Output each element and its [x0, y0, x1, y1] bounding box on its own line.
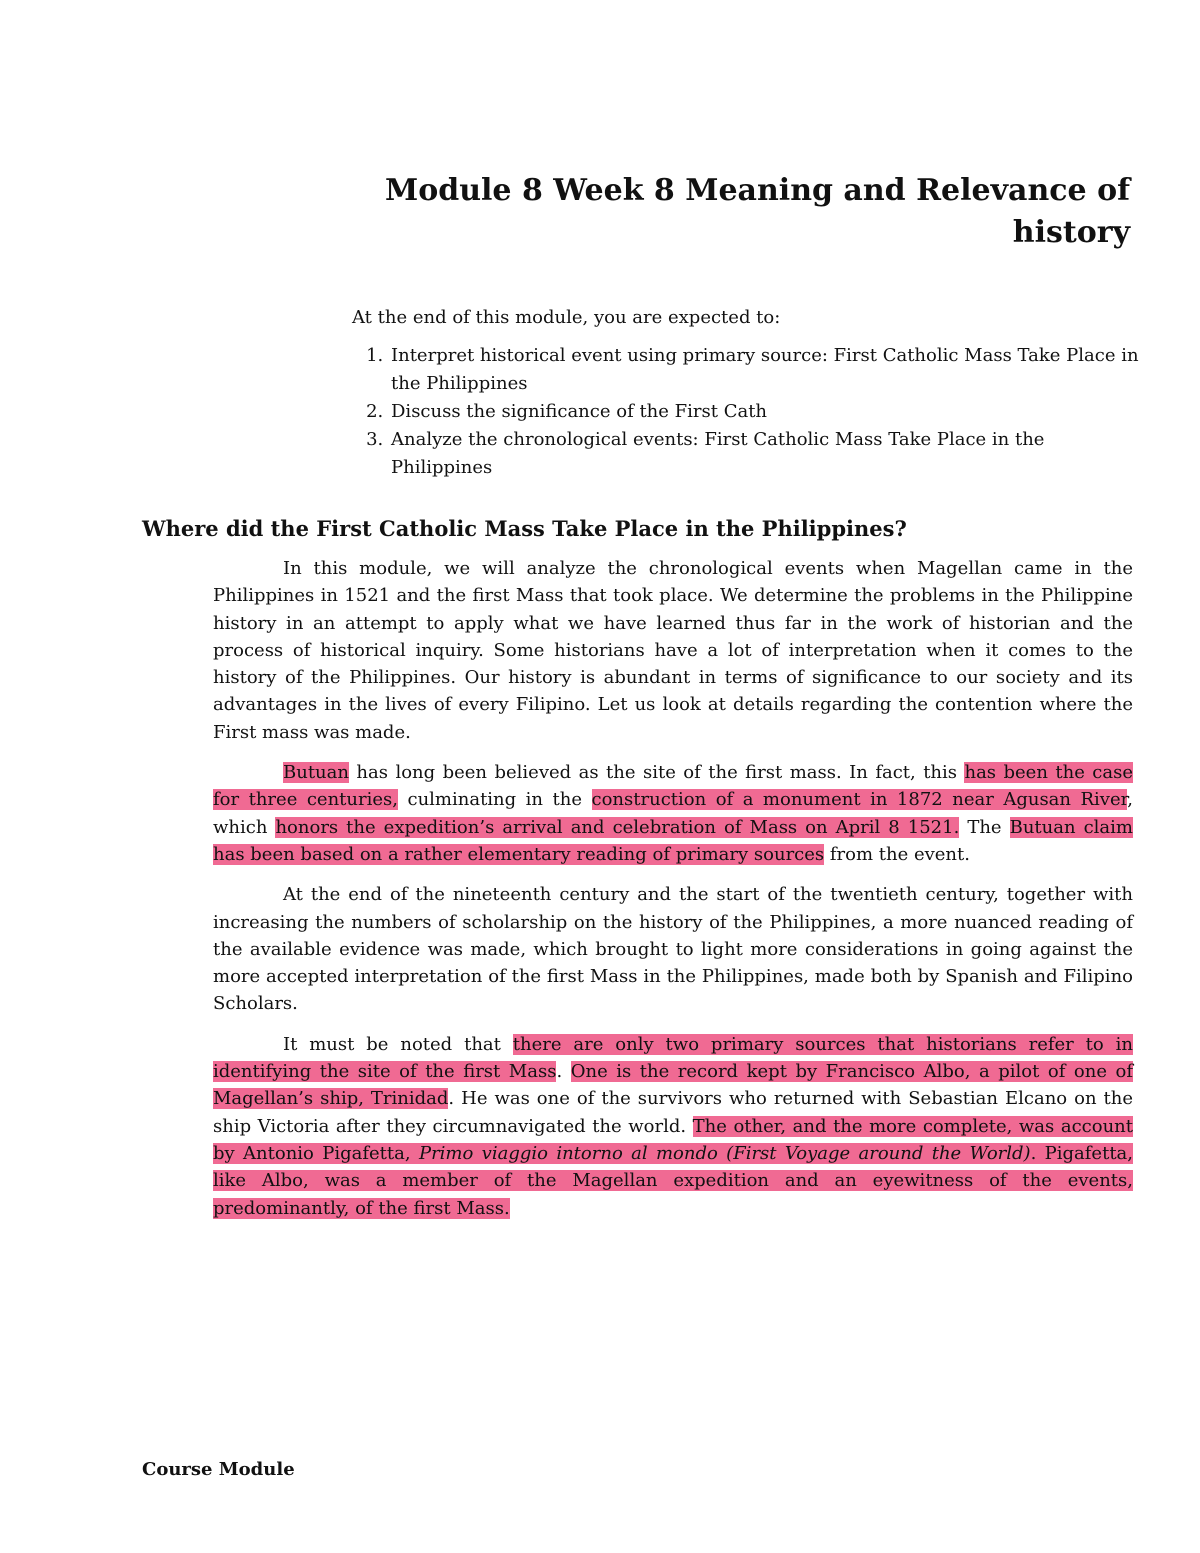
- text-span: The: [959, 816, 1010, 838]
- objective-item: 2. Discuss the significance of the First Cath: [389, 398, 1142, 426]
- learning-objectives: [352, 304, 1142, 482]
- highlight-span: Butuan claim has been based on a rather elementary reading of primary sources: [213, 816, 1133, 865]
- page-footer: Course Module: [142, 1459, 295, 1480]
- highlight-span: One is the record kept by Francisco Albo, a pilot of one of Magellan’s ship, Trinidad: [213, 1061, 1134, 1110]
- objective-item: 1. Interpret historical event using primary source: First Catholic Mass Take Place in the Philippines: [389, 342, 1142, 398]
- highlight-span: has been the case for three centuries,: [213, 762, 1134, 811]
- text-span: has long been believed as the site of the first mass. In fact, this: [348, 762, 965, 784]
- text-span: It must be noted that: [283, 1033, 513, 1055]
- paragraph-intro: In this module, we will analyze the chronological events when Magellan came in the Philippines in 1521 and the first Mass that took place. We determine the problems in the Philippine history in an attempt to apply what we have learned thus far in the work of historian and the process of historical inquiry. Some historians have a lot of interpretation when it comes to the history of the Philippines. Our history is abundant in terms of significance to our society and its advantages in the lives of every Filipino. Let us look at details regarding the contention where the First mass was made.: [213, 558, 1133, 743]
- highlight-span: honors the expedition’s arrival and celebration of Mass on April 8 1521.: [275, 816, 960, 838]
- text-span: from the event.: [824, 843, 970, 865]
- text-span: culminating in the: [397, 789, 592, 811]
- objective-item: 3. Analyze the chronological events: First Catholic Mass Take Place in the Philippines: [389, 426, 1142, 482]
- paragraph-butuan: [213, 759, 1133, 868]
- section-heading: Where did the First Catholic Mass Take Place in the Philippines?: [142, 516, 907, 541]
- text-span: . He was one of the survivors who returned with Sebastian Elcano on the ship Victoria after they circumnavigated the world.: [213, 1088, 1133, 1137]
- module-title: Module 8 Week 8 Meaning and Relevance of history: [385, 173, 1130, 250]
- text-span: , which: [213, 789, 1133, 838]
- body-text: [213, 555, 1133, 1235]
- paragraph-scholarship: At the end of the nineteenth century and the start of the twentieth century, together with increasing the numbers of scholarship on the history of the Philippines, a more nuanced reading of the available evidence was made, which brought to light more considerations in going against the more accepted interpretation of the first Mass in the Philippines, made both by Spanish and Filipino Scholars.: [213, 884, 1133, 1015]
- paragraph-primary-sources: [213, 1031, 1133, 1222]
- highlight-span: there are only two primary sources that historians refer to in identifying the site of the first Mass: [213, 1033, 1133, 1083]
- highlight-italic-title: Primo viaggio intorno al mondo (First Voyage around the World): [418, 1142, 1031, 1164]
- objectives-intro: At the end of this module, you are expected to:: [352, 307, 781, 328]
- highlight-span: . Pigafetta, like Albo, was a member of the Magellan expedition and an eyewitness of the events, predominantly, of the first Mass.: [213, 1142, 1134, 1219]
- text-span: .: [556, 1061, 571, 1083]
- objectives-list: [352, 342, 1142, 482]
- highlight-span: construction of a monument in 1872 near Agusan River: [591, 789, 1128, 811]
- highlight-span: Butuan: [283, 762, 349, 784]
- highlight-span: The other, and the more complete, was account by Antonio Pigafetta,: [213, 1115, 1133, 1164]
